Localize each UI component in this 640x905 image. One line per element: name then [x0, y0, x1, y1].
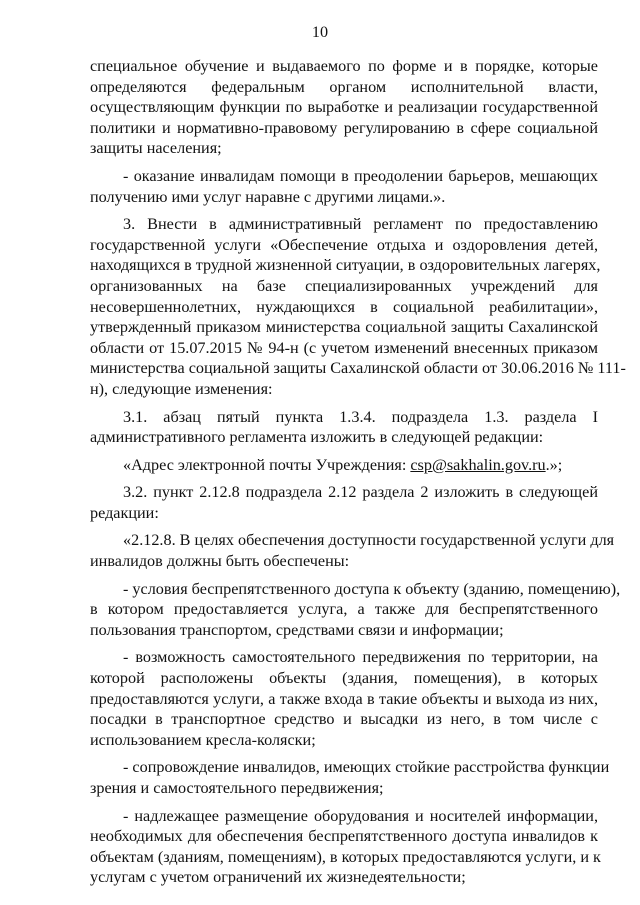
text-line: - условия беспрепятственного доступа к объекту (зданию, помещению), [123, 579, 621, 598]
text-line: 3. Внести в административный регламент по предоставлению [123, 215, 598, 234]
text-line: которой расположены объекты (здания, помещения), в которых [90, 669, 598, 688]
text-line: объектам (зданиям, помещениям), в которых предоставляются услуги, и к [90, 847, 601, 866]
text-line: - надлежащее размещение оборудования и носителей информации, [123, 806, 598, 825]
text-line: несовершеннолетних, нуждающихся в социальной реабилитации», [90, 297, 598, 316]
text-line: 3.1. абзац пятый пункта 1.3.4. подраздела 1.3. раздела I [123, 407, 598, 426]
text-line: осуществляющим функции по выработке и реализации государственной [90, 98, 598, 117]
text-line: организованных на базе специализированных учреждений для [90, 276, 598, 295]
text-line: пользования транспортом, средствами связи и информации; [90, 620, 504, 639]
text-line: государственной услуги «Обеспечение отдыха и оздоровления детей, [90, 235, 598, 254]
text-line: 3.2. пункт 2.12.8 подраздела 2.12 раздела 2 изложить в следующей [123, 483, 598, 502]
email-suffix: .»; [545, 455, 563, 474]
email-link[interactable]: csp@sakhalin.gov.ru [410, 455, 546, 474]
text-line: услугам с учетом ограничений их жизнедеятельности; [90, 868, 466, 887]
text-line: определяются федеральным органом исполнительной власти, [90, 77, 598, 96]
text-line: специальное обучение и выдаваемого по форме и в порядке, которые [90, 57, 598, 75]
text-line: - сопровождение инвалидов, имеющих стойкие расстройства функции [123, 758, 610, 777]
text-line: использованием кресла-коляски; [90, 730, 316, 749]
text-line: утвержденный приказом министерства социальной защиты Сахалинской [90, 318, 598, 337]
text-line: политики и нормативно-правовому регулированию в сфере социальной [90, 118, 598, 137]
text-line: необходимых для обеспечения беспрепятственного доступа инвалидов к [90, 827, 598, 846]
text-line: находящихся в трудной жизненной ситуации, в оздоровительных лагерях, [90, 256, 601, 275]
text-line: - оказание инвалидам помощи в преодолении барьеров, мешающих [123, 166, 598, 185]
text-line: «2.12.8. В целях обеспечения доступности государственной услуги для [123, 531, 615, 550]
text-line: предоставляются услуги, а также входа в такие объекты и выхода из них, [90, 689, 598, 708]
text-line: редакции: [90, 503, 159, 522]
text-line: в котором предоставляется услуга, а также для беспрепятственного [90, 600, 598, 619]
email-prefix: «Адрес электронной почты Учреждения: [123, 455, 411, 474]
text-line: защиты населения; [90, 139, 222, 158]
text-line: области от 15.07.2015 № 94-н (с учетом изменений внесенных приказом [90, 338, 598, 357]
text-line: получению ими услуг наравне с другими лицами.». [90, 187, 446, 206]
text-line: посадки в транспортное средство и высадки из него, в том числе с [90, 710, 598, 729]
document-body [90, 56, 626, 895]
text-line: зрения и самостоятельного передвижения; [90, 779, 384, 797]
text-line: инвалидов должны быть обеспечены: [90, 552, 350, 571]
email-line [90, 455, 598, 476]
page-number: 10 [311, 23, 329, 41]
text-line: н), следующие изменения: [90, 379, 273, 398]
text-line: министерства социальной защиты Сахалинской области от 30.06.2016 № 111- [90, 359, 626, 378]
text-line: - возможность самостоятельного передвижения по территории, на [123, 648, 598, 667]
text-line: административного регламента изложить в следующей редакции: [90, 428, 544, 447]
